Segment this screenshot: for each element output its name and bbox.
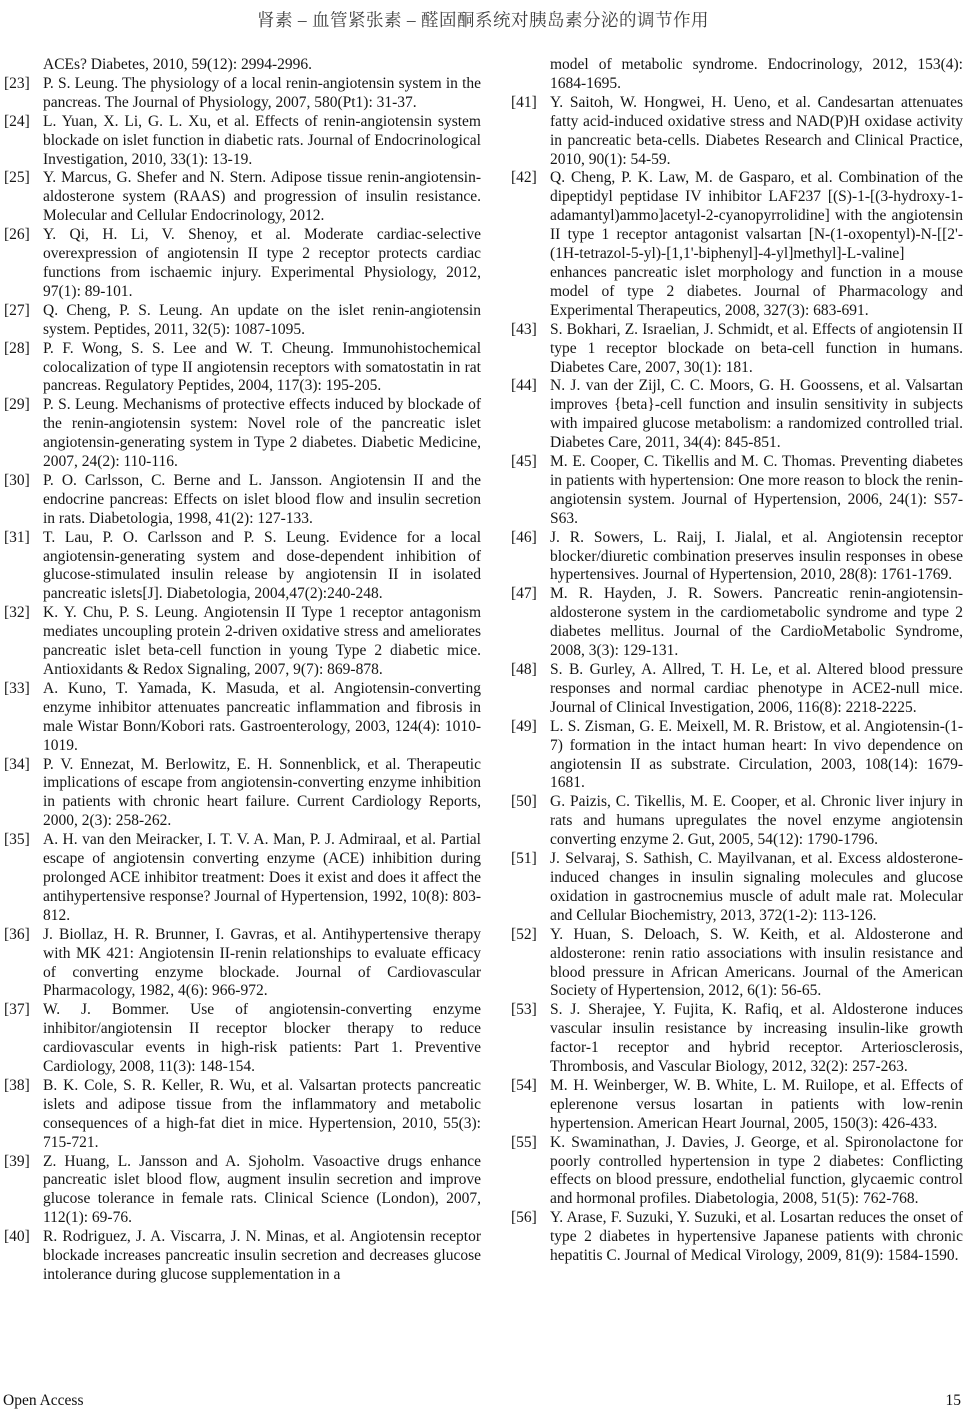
reference-text: M. H. Weinberger, W. B. White, L. M. Ruilope, et al. Effects of eplerenone versus losartan in patients with low-renin hypertension. American Heart Journal, 2005, 150(3): 426-433. [550,1076,963,1132]
reference-number: [40] [4,1228,30,1246]
reference-number: [29] [4,396,30,414]
reference-item [4,604,481,680]
reference-text: P. S. Leung. Mechanisms of protective effects induced by blockade of the renin-angiotensin system: Novel role of the pancreatic islet angiotensin-generating system in Type 2 diabetes. Diabetic Medicine, 2007, 24(2): 110-116. [43,396,481,471]
reference-text: W. J. Bommer. Use of angiotensin-converting enzyme inhibitor/angiotensin II receptor blocker therapy to reduce cardiovascular events in high-risk patients: Part 1. Preventive Cardiology, 2008, 11(3): 148-154. [43,1001,481,1076]
reference-number: [46] [511,528,537,546]
reference-number: [31] [4,528,30,546]
reference-number: [32] [4,604,30,622]
reference-text: Y. Qi, H. Li, V. Shenoy, et al. Moderate cardiac-selective overexpression of angiotensin II type 2 receptor protects cardiac functions from ischaemic injury. Experimental Physiology, 2012, 97(1): 89-101. [43,226,481,300]
reference-item [511,1077,963,1134]
reference-item [511,718,963,794]
reference-item [4,680,481,756]
reference-continuation: model of metabolic syndrome. Endocrinology, 2012, 153(4): 1684-1695. [550,56,963,92]
reference-item [4,226,481,302]
reference-text: T. Lau, P. O. Carlsson and P. S. Leung. Evidence for a local angiotensin-generating system and dose-dependent inhibition of glucose-stimulated insulin release by angiotensin II in isolated pancreatic islets[J]. Diabetologia, 2004,47(2):240-248. [43,528,481,603]
reference-continuation: ACEs? Diabetes, 2010, 59(12): 2994-2996. [43,56,313,73]
reference-number: [45] [511,453,537,471]
reference-item [511,529,963,586]
reference-item [511,1209,963,1266]
reference-text: Y. Arase, F. Suzuki, Y. Suzuki, et al. Losartan reduces the onset of type 2 diabetes in hypertensive Japanese patients with chronic hepatitis C. Journal of Medical Virology, 2009, 81(9): 1584-1590. [550,1209,963,1265]
reference-number: [54] [511,1076,537,1094]
reference-text: Y. Marcus, G. Shefer and N. Stern. Adipose tissue renin-angiotensin-aldosterone system (RAAS) and progression of insulin resistance. Molecular and Cellular Endocrinology, 2012. [43,169,481,225]
reference-number: [55] [511,1133,537,1151]
reference-item [511,926,963,1002]
reference-text: Z. Huang, L. Jansson and A. Sjoholm. Vasoactive drugs enhance pancreatic islet blood flow, augment insulin secretion and improve glucose tolerance in female rats. Clinical Science (London), 2007, 112(1): 69-76. [43,1152,481,1227]
reference-text: S. B. Gurley, A. Allred, T. H. Le, et al. Altered blood pressure responses and normal cardiac phenotype in ACE2-null mice. Journal of Clinical Investigation, 2006, 116(8): 2218-2225. [550,661,963,716]
reference-number: [56] [511,1209,537,1227]
reference-number: [50] [511,793,537,811]
reference-number: [44] [511,377,537,395]
reference-text: P. F. Wong, S. S. Lee and W. T. Cheung. Immunohistochemical colocalization of type II angiotensin receptors with somatostatin in rat pancreas. Regulatory Peptides, 2004, 117(3): 195-205. [43,339,481,395]
reference-text: K. Y. Chu, P. S. Leung. Angiotensin II Type 1 receptor antagonism mediates uncoupling protein 2-driven oxidative stress and ameliorates pancreatic islet beta-cell function in young Type 2 diabetic mice. Antioxidants & Redox Signaling, 2007, 9(7): 869-878. [43,604,481,678]
reference-text: Y. Huan, S. Deloach, S. W. Keith, et al. Aldosterone and aldosterone: renin ratio associations with insulin resistance and blood pressure in African Americans. Journal of the American Society of Hypertension, 2012, 6(1): 56-65. [550,925,963,1000]
reference-text: J. Selvaraj, S. Sathish, C. Mayilvanan, et al. Excess aldosterone-induced changes in insulin signaling molecules and glucose oxidation in gastrocnemius muscle of adult male rat. Molecular and Cellular Biochemistry, 2013, 372(1-2): 113-126. [550,850,963,924]
reference-text: R. Rodriguez, J. A. Viscarra, J. N. Minas, et al. Angiotensin receptor blockade increases pancreatic insulin secretion and decreases glucose intolerance during glucose supplementation in a [43,1228,481,1283]
reference-text: B. K. Cole, S. R. Keller, R. Wu, et al. Valsartan protects pancreatic islets and adipose tissue from the inflammatory and metabolic consequences of a high-fat diet in mice. Hypertension, 2010, 55(3): 715-721. [43,1076,481,1151]
reference-text: Q. Cheng, P. S. Leung. An update on the islet renin-angiotensin system. Peptides, 2011, 32(5): 1087-1095. [43,301,481,338]
reference-number: [39] [4,1152,30,1170]
reference-text: N. J. van der Zijl, C. C. Moors, G. H. Goossens, et al. Valsartan improves {beta}-cell function and insulin sensitivity in subjects with impaired glucose metabolism: a randomized controlled trial. Diabetes Care, 2011, 34(4): 845-851. [550,377,963,452]
reference-text: S. J. Sherajee, Y. Fujita, K. Rafiq, et al. Aldosterone induces vascular insulin resistance by increasing insulin-like growth factor-1 receptor and hybrid receptor. Arteriosclerosis, Thrombosis, and Vascular Biology, 2012, 32(2): 257-263. [550,1001,963,1076]
reference-text: A. Kuno, T. Yamada, K. Masuda, et al. Angiotensin-converting enzyme inhibitor attenuates pancreatic inflammation and fibrosis in male Wistar Bonn/Kobori rats. Gastroenterology, 2003, 124(4): 1010-1019. [43,679,481,754]
reference-item [511,585,963,661]
reference-number: [35] [4,831,30,849]
page-number: 15 [945,1392,961,1409]
reference-item [511,661,963,718]
reference-number: [33] [4,679,30,697]
reference-item [511,1001,963,1077]
reference-item [511,793,963,850]
reference-item [4,1077,481,1153]
reference-number: [37] [4,1001,30,1019]
reference-text: L. S. Zisman, G. E. Meixell, M. R. Bristow, et al. Angiotensin-(1-7) formation in the intact human heart: In vivo dependence on angiotensin II as substrate. Circulation, 2003, 108(14): 1679-1681. [550,717,963,792]
reference-text: M. E. Cooper, C. Tikellis and M. C. Thomas. Preventing diabetes in patients with hypertension: One more reason to block the renin-angiotensin system. Journal of Hypertension, 2006, 24(1): S57-S63. [550,453,963,527]
reference-number: [26] [4,226,30,244]
reference-number: [30] [4,471,30,489]
reference-number: [47] [511,585,537,603]
reference-number: [38] [4,1076,30,1094]
reference-text: P. O. Carlsson, C. Berne and L. Jansson. Angiotensin II and the endocrine pancreas: Effects on islet blood flow and insulin secretion in rats. Diabetologia, 1998, 41(2): 127-133. [43,471,481,527]
reference-number: [51] [511,850,537,868]
reference-item [511,94,963,170]
reference-text: G. Paizis, C. Tikellis, M. E. Cooper, et al. Chronic liver injury in rats and humans upregulates the novel enzyme angiotensin converting enzyme 2. Gut, 2005, 54(12): 1790-1796. [550,793,963,849]
page-title: 肾素 – 血管紧张素 – 醛固酮系统对胰岛素分泌的调节作用 [257,10,709,30]
reference-item [4,529,481,605]
reference-item [511,453,963,529]
reference-number: [34] [4,755,30,773]
reference-item [511,377,963,453]
reference-number: [27] [4,301,30,319]
reference-text: J. R. Sowers, L. Raij, I. Jialal, et al. Angiotensin receptor blocker/diuretic combination preserves insulin responses in obese hypertensives. Journal of Hypertension, 2010, 28(8): 1761-1769. [550,528,963,584]
reference-number: [48] [511,661,537,678]
reference-item [4,169,481,226]
reference-text: Y. Saitoh, W. Hongwei, H. Ueno, et al. Candesartan attenuates fatty acid-induced oxidative stress and NAD(P)H oxidase activity in pancreatic beta-cells. Diabetes Research and Clinical Practice, 2010, 90(1): 54-59. [550,93,963,168]
reference-item [4,340,481,397]
reference-list-left [4,75,481,1285]
reference-text: S. Bokhari, Z. Israelian, J. Schmidt, et al. Effects of angiotensin II type 1 receptor blockade on beta-cell function in humans. Diabetes Care, 2007, 30(1): 181. [550,320,963,376]
reference-number: [36] [4,925,30,943]
reference-number: [42] [511,169,537,187]
references-column-right [511,56,963,1266]
reference-number: [28] [4,339,30,357]
page-footer [3,1392,961,1410]
reference-item [4,396,481,472]
references-column-left [4,56,481,1285]
reference-item [511,321,963,378]
reference-number: [41] [511,93,537,111]
reference-item [4,1228,481,1285]
reference-number: [49] [511,717,537,735]
reference-item [4,1153,481,1229]
reference-item [4,756,481,832]
reference-text: P. S. Leung. The physiology of a local renin-angiotensin system in the pancreas. The Journal of Physiology, 2007, 580(Pt1): 31-37. [43,74,481,111]
reference-item [4,302,481,340]
reference-text: M. R. Hayden, J. R. Sowers. Pancreatic renin-angiotensin-aldosterone system in the cardiometabolic syndrome and type 2 diabetes mellitus. Journal of the CardioMetabolic Syndrome, 2008, 3(3): 129-131. [550,585,963,660]
reference-text: A. H. van den Meiracker, I. T. V. A. Man, P. J. Admiraal, et al. Partial escape of angiotensin converting enzyme (ACE) inhibition during prolonged ACE inhibitor treatment: Does it exist and does it affect the antihypertensive response? Journal of Hypertension, 1992, 10(8): 803-812. [43,831,481,924]
reference-number: [43] [511,320,537,338]
reference-item [511,850,963,926]
reference-text: K. Swaminathan, J. Davies, J. George, et al. Spironolactone for poorly controlled hypertension in type 2 diabetes: Conflicting effects on blood pressure, endothelial function, glycaemic control and hormonal profiles. Diabetologia, 2008, 51(5): 762-768. [550,1133,963,1208]
reference-text: J. Biollaz, H. R. Brunner, I. Gavras, et al. Antihypertensive therapy with MK 421: Angiotensin II-renin relationships to evaluate efficacy of converting enzyme blockade. Journal of Cardiovascular Pharmacology, 1982, 4(6): 966-972. [43,925,481,1000]
reference-item [511,169,963,320]
reference-number: [25] [4,169,30,187]
reference-item [511,1134,963,1210]
open-access-label: Open Access [3,1392,84,1409]
reference-item [4,831,481,926]
reference-item [4,472,481,529]
reference-text: Q. Cheng, P. K. Law, M. de Gasparo, et al. Combination of the dipeptidyl peptidase IV inhibitor LAF237 [(S)-1-[(3-hydroxy-1-adamantyl)ammo]acetyl-2-cyanopyrrolidine] with the angiotensin II type 1 receptor antagonist valsartan [N-(1-oxopentyl)-N-[[2'-(1H-tetrazol-5-yl)-[1,1'-biphenyl]-4-yl]methyl]-L-valine] enhances pancreatic islet morphology and function in a mouse model of type 2 diabetes. Journal of Pharmacology and Experimental Therapeutics, 2008, 327(3): 683-691. [550,169,963,319]
reference-item [4,113,481,170]
reference-number: [24] [4,112,30,130]
reference-item [4,926,481,1002]
reference-item [4,75,481,113]
reference-text: L. Yuan, X. Li, G. L. Xu, et al. Effects of renin-angiotensin system blockade on islet function in diabetic rats. Journal of Endocrinological Investigation, 2010, 33(1): 13-19. [43,112,481,168]
reference-list-right [511,94,963,1266]
reference-item [4,1001,481,1077]
reference-text: P. V. Ennezat, M. Berlowitz, E. H. Sonnenblick, et al. Therapeutic implications of escape from angiotensin-converting enzyme inhibition in patients with chronic heart failure. Current Cardiology Reports, 2000, 2(3): 258-262. [43,755,481,830]
reference-number: [52] [511,925,537,943]
reference-number: [53] [511,1001,537,1019]
reference-number: [23] [4,74,30,92]
